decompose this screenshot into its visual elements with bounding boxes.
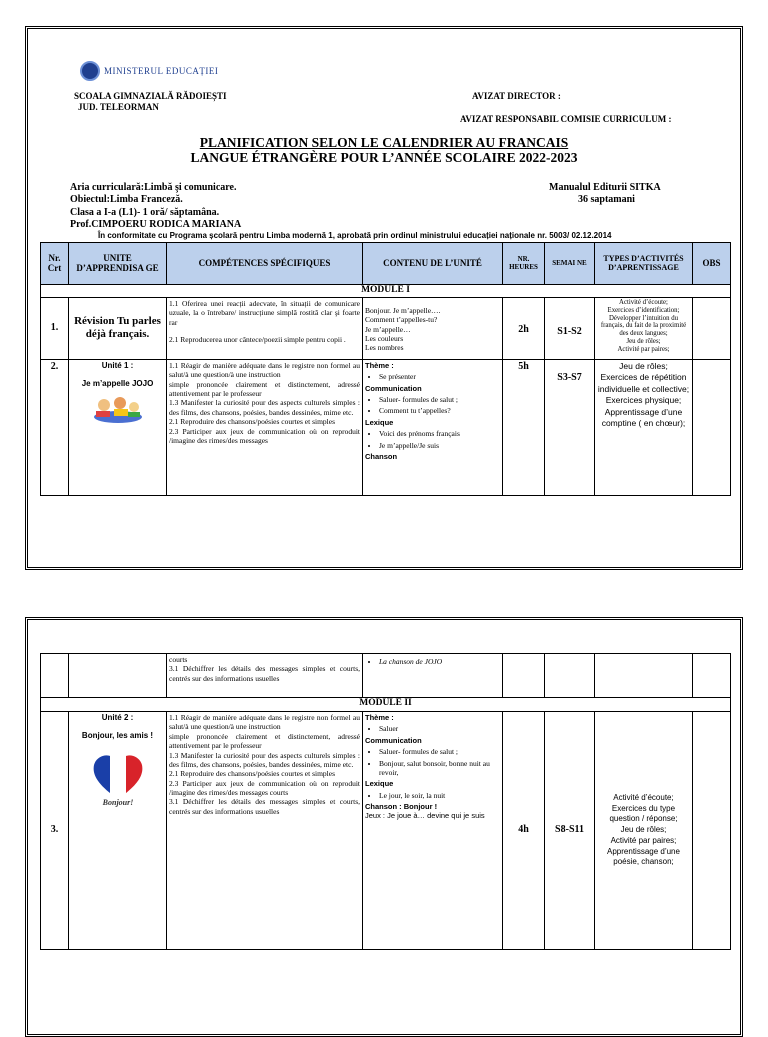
module-1-label: MODULE I [41,285,731,298]
aria-curriculara: Aria curriculară:Limbă şi comunicare. [70,182,237,193]
activity-types-cell [595,712,693,950]
activity-types-cell [595,654,693,698]
heart-caption: Bonjour! [102,798,133,807]
content-communication: Communication [365,735,422,745]
children-illustration-icon [90,395,146,425]
ministry-seal-icon [80,61,100,81]
school-county: JUD. TELEORMAN [78,102,159,112]
content-theme: Thème : [365,713,394,722]
activity-types-cell [595,359,693,495]
module-2-label: MODULE II [41,698,731,712]
ministry-name: MINISTERUL EDUCAȚIEI [104,66,219,76]
table-row [41,297,731,359]
doc-title-line1: PLANIFICATION SELON LE CALENDRIER AU FRANCAIS [199,135,569,150]
school-name: SCOALA GIMNAZIALĂ RĂDOIEȘTI [74,91,227,101]
content-lexique: Lexique [365,779,394,789]
competence-item: simple prononcée clairement et distinctement, adressé attentivement par le professeur [169,731,360,751]
header-heures: NR. HEURES [503,243,545,285]
header-nr: Nr. Crt [41,243,69,285]
competence-item: 2.1 Reproduire des chansons/poésies courtes et simples [169,417,336,427]
activity-type: Développer l’intuition du français, du fait de la proximité des deux langues; [600,314,687,338]
content-item: • Saluer- formules de salut ; [379,395,500,404]
content-cell [363,654,503,698]
director-approval: AVIZAT DIRECTOR : [472,91,561,101]
obiectul: Obiectul:Limba Franceză. [70,194,183,205]
obs-cell [693,359,731,495]
activity-type: Apprentissage d’une poésie, chanson; [607,846,680,867]
conformity-note: În conformitate cu Programa școlară pentru Limba modernă 1, aprobată prin ordinul ministrului educației naționale nr. 5003/ 02.12.2014 [98,231,612,240]
activity-type: Apprentissage d’une comptine ( en chœur); [601,406,686,429]
content-item: • Le jour, le soir, la nuit [379,791,500,800]
unit-cell [69,712,167,950]
competence-item: 1.1 Réagir de manière adéquate dans le registre non formel au salut/à une question/à une instruction [169,360,360,380]
weeks-cell: S3-S7 [545,359,595,495]
table-row [41,712,731,950]
content-item: • Saluer [379,724,500,733]
content-chanson: Chanson : Bonjour ! [365,802,438,811]
content-cell [363,297,503,359]
header-semaine: SEMAI NE [545,243,595,285]
curriculum-approval: AVIZAT RESPONSABIL COMISIE CURRICULUM : [460,114,672,124]
planning-table-page2 [40,653,731,950]
activity-type: Activité par paires; [610,835,677,845]
unit-cell [69,654,167,698]
unit-cell [69,359,167,495]
content-line: Je m’appelle… [365,324,411,334]
activity-type: Jeu de rôles; [619,360,668,371]
weeks-count: 36 saptamani [578,194,635,205]
content-cell [363,359,503,495]
content-theme: Thème : [365,360,394,370]
competence-item: 1.3 Manifester la curiosité pour des aspects culturels simples : des films, des chansons, poésies, bandes dessinées, mime etc. [169,398,360,417]
module-row [41,285,731,298]
activity-types-cell [595,297,693,359]
unit-title: Je m’appelle JOJO [81,378,154,388]
content-line: Les couleurs [365,334,404,343]
hours-cell [503,654,545,698]
content-line: Les nombres [365,343,404,353]
competences-cell [167,297,363,359]
content-item: • Comment tu t’appelles? [379,406,500,415]
unit-title: Révision Tu parles déjà français. [69,297,167,359]
row-nr: 1. [41,297,69,359]
content-item: • Voici des prénoms français [379,429,500,438]
content-jeux: Jeux : Je joue à… devine qui je suis [365,811,485,821]
content-item: • Saluer- formules de salut ; [379,747,500,756]
competence-item: 1.1 Réagir de manière adéquate dans le registre non formel au salut/à une question/à une instruction [169,713,360,732]
header-contenu: CONTENU DE L’UNITÉ [363,243,503,285]
row-nr: 3. [41,712,69,950]
activity-type: Exercices de répétition individuelle et collective; [597,372,690,394]
content-lexique: Lexique [365,417,394,427]
module-row [41,698,731,712]
document-page-2 [25,617,743,1037]
activity-type: Activité par paires; [617,345,670,353]
obs-cell [693,712,731,950]
competence-item: 1.1 Oferirea unei reacții adecvate, în situații de comunicare uzuale, la o întrebare/ instrucțiune simplă rostită clar şi foarte rar [169,298,360,327]
hours-cell: 5h [503,359,545,495]
obs-cell [693,654,731,698]
hours-cell: 4h [503,712,545,950]
content-communication: Communication [365,383,422,393]
content-item: • Bonjour, salut bonsoir, bonne nuit au revoir, [379,759,500,778]
header-unite: UNITE D’APPRENDISA GE [69,243,167,285]
planning-table-page1 [40,242,731,496]
competences-cell [167,712,363,950]
header-competences: COMPÉTENCES SPÉCIFIQUES [167,243,363,285]
content-item: • La chanson de JOJO [379,657,500,666]
hours-cell: 2h [503,297,545,359]
competence-item: 2.1 Reproducerea unor cântece/poezii simple pentru copii . [169,335,346,344]
header-types: TYPES D’ACTIVITÉS D’APRENTISSAGE [595,243,693,285]
french-flag-heart-icon [88,747,148,807]
table-row [41,654,731,698]
content-item: • Je m’appelle/Je suis [379,441,500,450]
weeks-cell [545,654,595,698]
competences-cell [167,654,363,698]
row-nr: 2. [41,359,69,495]
activity-type: Activité d’écoute; [619,298,668,306]
content-line: Comment t’appelles-tu? [365,315,438,325]
competence-item: 2.3 Participer aux jeux de communication où on reproduit /imagine des rimes/des messages courts [169,778,360,797]
activity-type: Activité d’écoute; [613,792,674,802]
activity-type: Exercices d’identification; [607,306,680,314]
content-line: Bonjour. Je m’appelle…. [365,305,441,315]
manual: Manualul Editurii SITKA [549,182,661,193]
obs-cell [693,297,731,359]
document-page-1 [25,26,743,570]
activity-type: Jeu de rôles; [626,337,661,345]
profesor: Prof.CIMPOERU RODICA MARIANA [70,219,242,230]
unit-title: Bonjour, les amis ! [81,731,154,740]
weeks-cell: S8-S11 [545,712,595,950]
content-item: • Se présenter [379,372,500,381]
content-cell [363,712,503,950]
table-header-row [41,243,731,285]
activity-type: Exercices du type question / réponse; [609,803,678,824]
unit-label: Unité 2 : [101,713,134,722]
table-row [41,359,731,495]
competence-item: simple prononcée clairement et distinctement, adressé attentivement par le professeur [169,379,360,398]
competence-item: 3.1 Déchiffrer les détails des messages simples et courts, centrés sur des informations usuelles [169,797,360,816]
content-chanson: Chanson [365,451,398,461]
row-nr [41,654,69,698]
unit-label: Unité 1 : [101,360,134,370]
activity-type: Exercices physique; [605,395,682,406]
competences-cell [167,359,363,495]
header-obs: OBS [693,243,731,285]
activity-type: Jeu de rôles; [620,825,667,835]
ministry-logo [80,61,218,81]
competence-item: 3.1 Déchiffrer les détails des messages simples et courts, centrés sur des informations usuelles [169,664,360,683]
competence-item: courts [169,655,188,664]
competence-item: 2.3 Participer aux jeux de communication où on reproduit /imagine des rimes/des messages [169,426,360,445]
doc-title-line2: LANGUE ÉTRANGÈRE POUR L’ANNÉE SCOLAIRE 2022-2023 [190,150,578,165]
competence-item: 2.1 Reproduire des chansons/poésies courtes et simples [169,769,336,779]
competence-item: 1.3 Manifester la curiosité pour des aspects culturels simples : des films, des chansons, poésies, bandes dessinées, mime etc. [169,750,360,769]
clasa: Clasa a I-a (L1)- 1 oră/ săptamâna. [70,207,220,218]
weeks-cell: S1-S2 [545,297,595,359]
